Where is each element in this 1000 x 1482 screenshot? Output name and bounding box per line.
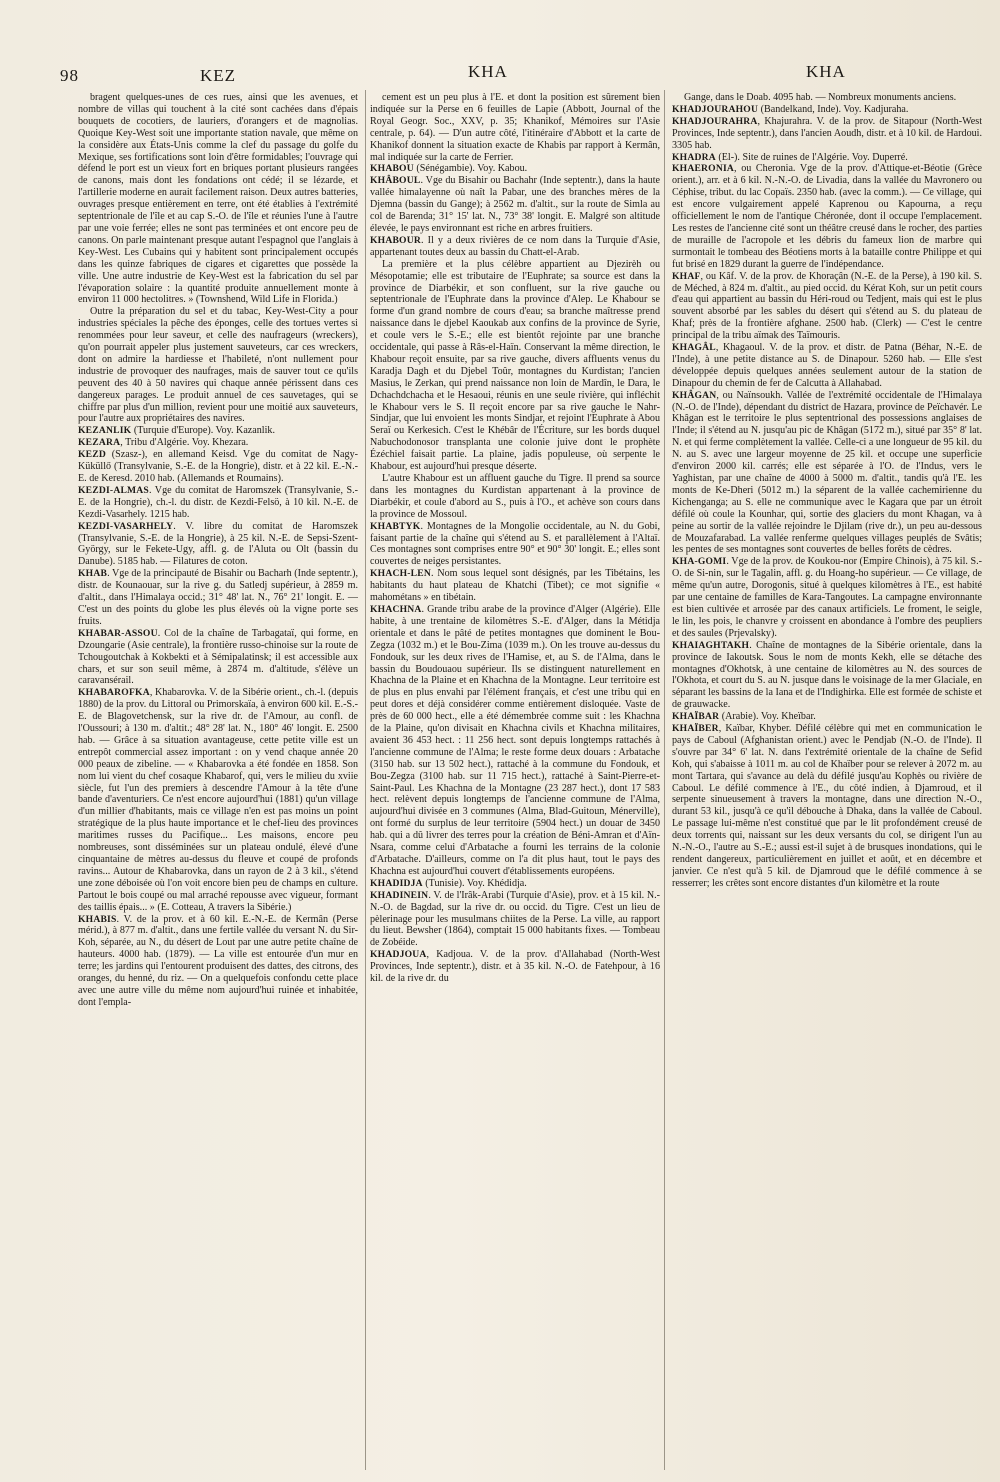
dictionary-entry xyxy=(672,390,982,557)
dictionary-entry xyxy=(78,568,358,628)
entry-text: , ou Naïnsoukh. Vallée de l'extrémité occidentale de l'Himalaya (N.-O. de l'Inde), dépendant du district de Hazara, province de Peïchavér. Le Khâgan est le territoire le plus septentrional des possessions anglaises de l'Inde; il s'étend au N. jusqu'au pic de Khâgan (5172 m.), situé par 35° 8' lat. N. et qui ferme complètement la vallée. Celle-ci a une longueur de 95 kil. du N. au S. avec une largeur moyenne de 25 kil. et occupe une superficie d'environ 2000 kil. carrés; elle est séparée à l'O. de l'Indus, vers le Yaghistan, par une chaîne de 4000 à 5000 m. d'altit., tandis qu'à l'E. les monts de Ke-Dheri (5012 m.) la séparent de la vallée cachemirienne du Kichenganga; au S. elle ne communique avec le Kagara que par un étroit défilé où coule la Kounhar, qui, sortie des glaciers du mont Khagan, va à peine au sortir de la vallée rejoindre le Djilam (rive dr.), un peu au-dessous de Mouzafarabad. La vallée renferme quelques villages peuplés de Svâtis; les pentes de ses montagnes sont couvertes de belles forêts de cèdres. xyxy=(672,389,982,556)
dictionary-entry xyxy=(78,914,358,1009)
header-left-guide-word: KEZ xyxy=(200,66,237,85)
entry-text: , Tribu d'Algérie. Voy. Khezara. xyxy=(120,437,249,449)
entry-headword: KHADJOURAHRA xyxy=(672,115,758,127)
entry-text: . Vge du comitat de Haromszek (Transylvanie, S.-E. de la Hongrie), ch.-l. du distr. de Kezdi-Felsö, à 10 kil. N.-E. de Kezdi-Vasarhely. 1215 hab. xyxy=(78,484,358,520)
entry-headword: KHABIS xyxy=(78,913,117,925)
entry-headword: KHAB xyxy=(78,568,108,580)
entry-headword: KHADJOUA xyxy=(370,949,427,961)
entry-headword: KHACH-LEN xyxy=(370,568,431,580)
entry-text: , Khajurahra. V. de la prov. de Sitapour (North-West Provinces, Inde septentr.), dans l'ancien Aoudh, distr. et à 10 kil. de Hardoui. 3305 hab. xyxy=(672,115,982,151)
dictionary-entry xyxy=(672,723,982,890)
entry-paragraph xyxy=(78,306,358,425)
entry-text: , Khabarovka. V. de la Sibérie orient., ch.-l. (depuis 1880) de la prov. du Littoral ou Primorskaïa, à environ 600 kil. E.-S.-E. de Blagovetchensk, sur la rive dr. de l'Amour, au confl. de l'Oussouri; à 130 m. d'altit.; 48° 28' lat. N., 180° 46' longit. E. 2500 hab. — Grâce à sa situation avantageuse, cette petite ville est un entrepôt commercial assez important : on y vend chaque année 20 000 peaux de zibeline. — « Khabarovka a été fondée en 1858. Son nom lui vient du chef cosaque Khabarof, qui, vers le milieu du xviie siècle, fut l'un des premiers à descendre l'Amour à la tête d'une bande d'aventuriers. Ce n'est encore aujourd'hui (1881) qu'un village d'un millier d'habitants, mais ce village n'en est pas moins un point stratégique de la plus haute importance et le chef-lieu des provinces maritimes russes du Pacifique... Les maisons, encore peu nombreuses, sont disséminées sur un plateau ondulé, élevé d'une cinquantaine de mètres au-dessus du fleuve et coupé de profonds ravins... Autour de Khabarovka, dans un rayon de 2 à 3 kil., s'étend une zone déboisée où l'on voit encore bien peu de champs en culture. Partout le bois coupé ou mal arraché repousse avec vigueur, formant des taillis épais... » (E. Cotteau, A travers la Sibérie.) xyxy=(78,687,358,913)
entry-text: . V. de l'Irâk-Arabi (Turquie d'Asie), prov. et à 15 kil. N.-N.-O. de Bagdad, sur la rive dr. ou occid. du Tigre. C'est un lieu de pèlerinage pour les musulmans chiites de la Perse. La ville, au rapport du lieut. Bewsher (1864), comptait 15 000 habitants fixes. — Tombeau de Zobéide. xyxy=(370,889,660,949)
dictionary-entry xyxy=(672,640,982,711)
entry-text: . Vge de la prov. de Koukou-nor (Empire Chinois), à 75 kil. S.-O. de Si-nin, sur le Tagalin, affl. g. du Hoang-ho supérieur. — Ce village, de même qu'un autre, Dorogonis, situé à quelques kilomètres à l'E., est habité par une centaine de familles de Kara-Tangoutes. La campagne environnante est bien cultivée et arrosée par des canaux artificiels. Le froment, le seigle, le lin, les pois, le chanvre y croissent en abondance à l'ombre des peupliers et des saules (Prjevalsky). xyxy=(672,556,982,639)
entry-headword: KHAF xyxy=(672,270,701,282)
column-2 xyxy=(370,92,660,1470)
dictionary-entry xyxy=(672,152,982,164)
entry-headword: KEZDI-ALMAS xyxy=(78,484,149,496)
entry-headword: KHADJOURAHOU xyxy=(672,103,759,115)
column-1 xyxy=(78,92,358,1470)
entry-text: . Vge de la principauté de Bisahir ou Bacharh (Inde septentr.), distr. de Kounaouar, sur la rive g. du Satledj supérieur, à 2859 m. d'altit., dans l'Himalaya occid.; 31° 48' lat. N., 76° 21' longit. E. — C'est un des points du globe les plus élevés où la vigne porte ses fruits. xyxy=(78,568,358,627)
entry-paragraph xyxy=(370,473,660,521)
entry-text: Gange, dans le Doab. 4095 hab. — Nombreux monuments anciens. xyxy=(684,92,957,103)
dictionary-entry xyxy=(672,556,982,639)
dictionary-entry xyxy=(78,687,358,913)
entry-text: . Il y a deux rivières de ce nom dans la Turquie d'Asie, appartenant toutes deux au bassin du Chatt-el-Arab. xyxy=(370,234,660,258)
dictionary-entry xyxy=(78,485,358,521)
entry-headword: KHABTYK xyxy=(370,520,421,532)
entry-headword: KHAERONIA xyxy=(672,163,735,175)
entry-headword: KHABOUR xyxy=(370,234,421,246)
dictionary-entry xyxy=(370,890,660,950)
header-right-guide-word: KHA xyxy=(806,62,846,81)
dictionary-entry xyxy=(370,568,660,604)
entry-text: cement est un peu plus à l'E. et dont la position est sûrement bien indiquée sur la Perse en 6 feuilles de Lapie (Abbott, Journal of the Royal Geogr. Soc., XXV, p. 35; Khanikof, Mémoires sur l'Asie centrale, p. 64). — D'un autre côté, l'itinéraire d'Abbott et la carte de Khanikof donnent la situation exacte de Khabis par rapport à Kermân, mal indiquée sur la carte de Ferrier. xyxy=(370,92,660,163)
entry-text: , Khagaoul. V. de la prov. et distr. de Patna (Béhar, N.-E. de l'Inde), à une petite distance au S. de Dinapour. 5260 hab. — Elle s'est développée depuis quelques années seulement autour de la station de Dinapour du chemin de fer de Calcutta à Allahabad. xyxy=(672,342,982,389)
header-center-guide-word: KHA xyxy=(468,62,508,81)
entry-text: . V. de la prov. et à 60 kil. E.-N.-E. de Kermân (Perse mérid.), à 877 m. d'altit., dans une fertile vallée du versant N. du Sir-Koh, séparée, au N., du désert de Lout par une autre petite chaîne de hauteurs. 4000 hab. (1879). — La ville est entourée d'un mur en terre; les jardins qui l'entourent produisent des dattes, des citrons, des oranges, du henné, du riz. — On a quelquefois confondu cette place avec une autre ville du même nom aujourd'hui ruinée et inhabitée, dont l'empla- xyxy=(78,913,358,1008)
entry-text: . Grande tribu arabe de la province d'Alger (Algérie). Elle habite, à une trentaine de kilomètres S.-E. d'Alger, dans la Métidja orientale et dans le pâté de petites montagnes que dominent le Bou-Zegza (1032 m.) et le Bou-Zima (1039 m.). On les trouve au-dessus du Fondouk, sur les deux rives de l'Hamise, et, au S. de l'Alma, dans le bassin du Boudouaou supérieur. Ils se distinguent naturellement en Khachna de la Plaine et en Khachna de la Montagne. Leur territoire est de plus en plus envahi par l'élément français, et c'est une tribu qui en peut dores et déjà considérer comme entièrement disloquée. Vaste de près de 60 000 hect., elle a été démembrée comme suit : les Khachna de la Plaine, qu'on divisait en Khachna civils et Khachna militaires, avaient 36 453 hect. : 11 256 hect. sont depuis longtemps rattachés à l'ancienne commune de l'Alma; le reste forme deux douars : Arbatache (3150 hab. sur 13 502 hect.), rattaché à la commune du Fondouk, et Bou-Zegza (3100 hab. sur 11 715 hect.), rattaché à Saint-Pierre-et-Saint-Paul. Les Khachna de la Montagne (23 287 hect.), dont 17 583 hect. relèvent depuis longtemps de l'ancienne commune de l'Alma, aujourd'hui divisée en 3 communes (Alma, Blad-Guitoun, Ménerville), ont formé du surplus de leur territoire (5904 hect.) un douar de 3450 hab. qui a dû livrer des terres pour la création de Béni-Amran et d'Aïn-Nsara, comme celui d'Arbatache a fourni les terrains de la colonie d'Arbatache. D'ailleurs, comme on l'a dit plus haut, tout le pays des Khachna est aujourd'hui couvert d'établissements européens. xyxy=(370,603,660,877)
dictionary-entry xyxy=(672,116,982,152)
entry-text: . Montagnes de la Mongolie occidentale, au N. du Gobi, faisant partie de la chaîne qui s'étend au S. et parallèlement à l'Altaï. Ces montagnes sont comprises entre 90° et 90° 30' longit. E.; elles sont couvertes de neiges persistantes. xyxy=(370,520,660,568)
entry-headword: KHADIDJA xyxy=(370,877,423,889)
dictionary-entry xyxy=(78,449,358,485)
entry-text: (Arabie). Voy. Kheïbar. xyxy=(719,711,816,723)
dictionary-entry xyxy=(370,175,660,235)
dictionary-entry xyxy=(78,425,358,437)
entry-headword: KEZD xyxy=(78,449,106,461)
dictionary-entry xyxy=(672,711,982,723)
entry-text: La première et la plus célèbre appartient au Djezirèh ou Mésopotamie; elle est tributaire de l'Euphrate; sa source est dans la province de Diarbékir, et son confluent, sur la rive gauche ou septentrionale de l'Euphrate dans la province d'Alep. Le Khabour se forme d'un grand nombre de cours d'eau; sa branche maîtresse prend naissance dans le djebel Kaoukab aux confins de la province de Syrie, et coule vers le S.-E.; elle est bientôt rejointe par une branche occidentale, qui passe à Râs-el-Haïn. Conservant la même direction, le Khabour reçoit ensuite, par sa rive gauche, divers affluents venus du Karadja Dagh et du Djebel Toûr, montagnes du Kurdistan; l'ancien Masius, le Zerkan, qui prend naissance non loin de Mardîn, le Dara, le Dchachdchacha et le Hesaoui, réunis en une seule rivière, qui infléchit le Khabour vers le S. Il reçoit encore par sa rive gauche le Nahr-Sindjar, que lui envoient les monts Sindjar, et rejoint l'Euphrate à Abou Seraï ou Kerkesich. C'est le Khébâr de l'Écriture, sur les bords duquel Nabuchodonosor transplanta une colonie juive dont le prophète Ézéchiel faisait partie. La plaine, jadis populeuse, où serpente le Khabour, est aujourd'hui presque déserte. xyxy=(370,258,660,473)
entry-text: Outre la préparation du sel et du tabac, Key-West-City a pour industries spéciales la pêche des éponges, celle des tortues vertes si renommées pour leur saveur, et celle des naufrageurs (wreckers), qu'on pourrait appeler plus justement sauveteurs, car ces wreckers, dont on admire la hardiesse et l'habileté, n'ont nullement pour industrie de provoquer des naufrages, mais de sauver tout ce qu'ils peuvent des 40 à 50 navires qui chaque année périssent dans ces dangereux parages. Le produit annuel de ces sauvetages, qui se chiffre par plus d'un million, revient pour une moitié aux sauveteurs, pour l'autre aux propriétaires des navires. xyxy=(78,306,358,425)
entry-text: (Szasz-), en allemand Keisd. Vge du comitat de Nagy-Küküllő (Transylvanie, S.-E. de la Hongrie), distr. et à 22 kil. E.-N.-E. de Keresd. 2010 hab. (Allemands et Roumains). xyxy=(78,449,358,484)
entry-text: (Bandelkand, Inde). Voy. Kadjuraha. xyxy=(758,103,909,115)
entry-paragraph xyxy=(370,259,660,473)
entry-headword: KEZANLIK xyxy=(78,425,132,437)
entry-headword: KHA-GOMI xyxy=(672,556,727,568)
entry-headword: KHÂGAN xyxy=(672,389,717,401)
entry-headword: KEZARA xyxy=(78,437,121,449)
entry-headword: KHAÏBER xyxy=(672,723,719,735)
dictionary-entry xyxy=(370,235,660,259)
entry-text: , ou Kâf. V. de la prov. de Khoraçân (N.-E. de la Perse), à 190 kil. S. de Méched, à 824 m. d'altit., au pied occid. du Kérat Koh, sur un petit cours d'eau qui appartient au bassin du Héri-roud ou Tedjent, mais qui est le plus souvent absorbé par les sables du désert qui s'étend au S. du plateau de Khaf; près de la frontière afghane. 2500 hab. (Clerk) — C'est le centre principal de la tribu aïmak des Taïmouris. xyxy=(672,270,982,342)
entry-text: L'autre Khabour est un affluent gauche du Tigre. Il prend sa source dans les montagnes du Kurdistan appartenant à la province de Diarbékir, et coule d'abord au S., puis à l'O., et achève son cours dans la province de Mossoul. xyxy=(370,473,660,520)
dictionary-entry xyxy=(370,878,660,890)
entry-paragraph xyxy=(370,92,660,163)
dictionary-entry xyxy=(672,271,982,342)
entry-headword: KHAGÂL xyxy=(672,342,716,354)
entry-headword: KHABAROFKA xyxy=(78,687,150,699)
entry-text: , ou Cheronia. Vge de la prov. d'Attique-et-Béotie (Grèce orient.), arr. et à 6 kil. N.-N.-O. de Livadia, dans la vallée du Mavronero ou Céphise, tribut. du lac Copaïs. 2350 hab. (avec la comm.). — Ce village, qui est encore vulgairement appelé Kaprenou ou Kapourna, a reçu officiellement le nom de l'antique Chéronée, dont il occupe l'emplacement. Les restes de l'ancienne cité sont un théâtre creusé dans le rocher, des parties de muraille de l'acropole et les débris du fameux lion de marbre qui surmontait le tombeau des Béotiens morts à la bataille contre Philippe et qui fut brisé en 1829 durant la guerre de l'indépendance. xyxy=(672,163,982,270)
entry-headword: KHÂBOUL xyxy=(370,175,421,187)
entry-headword: KHAIAGHTAKH xyxy=(672,639,750,651)
running-header xyxy=(0,62,1000,88)
dictionary-entry xyxy=(78,628,358,688)
dictionary-entry xyxy=(78,521,358,569)
entry-text: (Sénégambie). Voy. Kabou. xyxy=(413,163,528,175)
entry-headword: KHADRA xyxy=(672,151,716,163)
dictionary-entry xyxy=(672,104,982,116)
entry-headword: KHACHNA xyxy=(370,603,422,615)
entry-text: bragent quelques-unes de ces rues, ainsi que les avenues, et nombre de villas qui touchent à la cité sont cachées dans d'épais bouquets de cocotiers, de lauriers, d'orangers et de magnolias. Quoique Key-West soit une importante station navale, que même on la considère aux États-Unis comme la clef du passage du golfe du Mexique, ses fortifications sont loin d'être formidables; l'ouvrage qui défend le port est un vieux fort en briques portant plusieurs rangées de canons, mais dont les fondations ont cédé; il se lézarde, et l'artillerie moderne en aurait facilement raison. Deux autres batteries, ouvrages presque entièrement en terre, ont été établies à l'extrémité septentrionale de l'île et au cap S.-O. de l'île et réunies l'une à l'autre par une voie ferrée; elles ne sont pas terminées et ont encore peu de canons. On parle maintenant presque autant l'espagnol que l'anglais à Key-West. Les Cubains qui y habitent sont principalement occupés dans les quinze fabriques de cigares et cigarettes que possède la ville. Une autre industrie de Key-West est la fabrication du sel par l'évaporation solaire : la quantité produite annuellement monte à environ 11 000 hectolitres. » (Townshend, Wild Life in Florida.) xyxy=(78,92,358,306)
dictionary-entry xyxy=(672,342,982,390)
entry-text: . Vge du Bisahir ou Bachahr (Inde septentr.), dans la haute vallée himalayenne où naît la Pabar, une des branches mères de la Djemna (bassin du Gange); à 2562 m. d'altit., sur la route de Simla au col de Barenda; 31° 15' lat. N., 73° 38' longit. E. Malgré son altitude élevée, le pays environnant est riche en arbres fruitiers. xyxy=(370,175,660,234)
entry-text: (El-). Site de ruines de l'Algérie. Voy. Duperré. xyxy=(715,151,908,163)
entry-headword: KHADINEIN xyxy=(370,889,429,901)
entry-paragraph xyxy=(78,92,358,306)
entry-headword: KHABOU xyxy=(370,163,414,175)
entry-headword: KHABAR-ASSOU xyxy=(78,627,158,639)
entry-text: (Turquie d'Europe). Voy. Kazanlik. xyxy=(131,425,275,437)
entry-text: . Nom sous lequel sont désignés, par les Tibétains, les habitants du haut plateau de Khatchi (Tibet); ce mot signifie « mahométans » en tibétain. xyxy=(370,568,660,604)
column-3 xyxy=(672,92,982,1470)
dictionary-entry xyxy=(370,163,660,175)
entry-headword: KHAÏBAR xyxy=(672,711,720,723)
dictionary-entry xyxy=(370,604,660,878)
dictionary-entry xyxy=(78,437,358,449)
entry-text: . Col de la chaîne de Tarbagataï, qui forme, en Dzoungarie (Asie centrale), la frontière russo-chinoise sur la route de Tchougoutchak à Kokbekti et à Sémipalatinsk; il est accessible aux chars, et sur son seuil même, à 2874 m. d'altitude, s'élève un caravansérail. xyxy=(78,627,358,687)
entry-text: , Kaïbar, Khyber. Défilé célèbre qui met en communication le pays de Caboul (Afghanistan orient.) avec le Pendjab (N.-O. de l'Inde). Il s'ouvre par 34° 6' lat. N. dans l'extrémité orientale de la chaîne de Sefid Koh, qui s'abaisse à 1011 m. au col de Khaïber pour se relever à 2072 m. au mont Tartara, qui s'avance au delà du défilé jusqu'au Kophès ou rivière de Caboul. Le défilé commence à l'E., du côté indien, à Djamroud, et il serpente sinueusement à travers la montagne, dans une direction N.-O., durant 53 kil., jusqu'à ce qu'il débouche à Dhaka, dans la vallée de Caboul. Le passage lui-même n'est constitué que par le lit profondément creusé de deux torrents qui, naissant sur les deux versants du col, se dirigent l'un au N.-N.-O., l'autre au S.-E.; aussi est-il sujet à de brusques inondations, qui le rendent dangereux, particulièrement en juillet et août, et en décembre et janvier. Ce n'est qu'à 5 kil. de Djamroud que le défilé commence à se resserrer; les crêtes sont encore distantes d'un kilomètre et la route xyxy=(672,723,982,889)
entry-text: . Chaîne de montagnes de la Sibérie orientale, dans la province de Iakoutsk. Sous le nom de monts Kekh, elle se détache des montagnes d'Okhotsk, à une centaine de kilomètres au N. des sources de l'Okhota, et court du S. au N. jusque dans le voisinage de la mer Glaciale, en séparant les bassins de la Iana et de l'Indighirka. Elle est formée de schiste et de grauwacke. xyxy=(672,639,982,711)
page-number: 98 xyxy=(60,66,79,85)
entry-headword: KEZDI-VASARHELY xyxy=(78,520,174,532)
entry-text: , Kadjoua. V. de la prov. d'Allahabad (North-West Provinces, Inde septentr.), distr. et à 35 kil. N.-O. de Fatehpour, à 16 kil. de la rive dr. du xyxy=(370,949,660,985)
entry-text: . V. libre du comitat de Haromszek (Transylvanie, S.-E. de la Hongrie), à 25 kil. N.-E. de Sepsi-Szent-György, sur le Fekete-Ugy, affl. g. de l'Aluta ou Olt (bassin du Danube). 5185 hab. — Filatures de coton. xyxy=(78,520,358,568)
text-columns xyxy=(78,92,982,1470)
dictionary-entry xyxy=(672,163,982,270)
dictionary-entry xyxy=(370,521,660,569)
entry-paragraph xyxy=(672,92,982,104)
dictionary-entry xyxy=(370,949,660,985)
entry-text: (Tunisie). Voy. Khédidja. xyxy=(422,877,527,889)
